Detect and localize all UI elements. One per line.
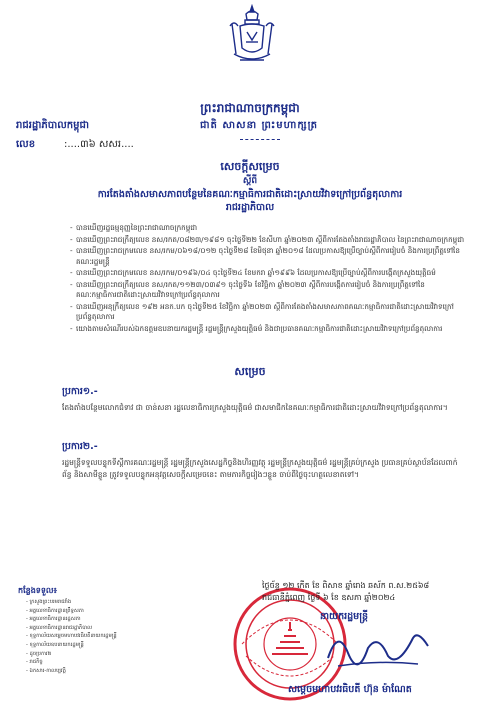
recipient-item: - ដូចប្រការ២	[26, 650, 117, 659]
decision-heading: សម្រេច	[234, 365, 266, 378]
kingdom-heading: ព្រះរាជាណាចក្រកម្ពុជា	[200, 101, 300, 115]
national-motto: ជាតិ សាសនា ព្រះមហាក្សត្រ	[200, 120, 318, 131]
recipients-heading: កន្លែងទទួល៖	[18, 586, 58, 595]
reference-item: - បានឃើញរដ្ឋធម្មនុញ្ញនៃព្រះរាជាណាចក្រកម្ពុជា	[70, 223, 465, 234]
government-office-label: រាជរដ្ឋាភិបាលកម្ពុជា	[16, 120, 89, 131]
signatory-name: សម្ដេចមហាបវរធិបតី ហ៊ុន ម៉ាណែត	[288, 684, 412, 695]
legal-references-list	[70, 223, 465, 335]
royal-coat-of-arms-emblem	[226, 4, 278, 68]
recipient-item: - អគ្គលេខាធិការដ្ឋានព្រឹទ្ធសភា	[26, 607, 117, 616]
document-about: ស្ដីពី	[242, 176, 258, 186]
recipient-item: - ឯកសារ-កាលប្បវត្តិ	[26, 667, 117, 676]
reference-item: - បានឃើញព្រះរាជក្រមលេខ នស/រកម/០១៩៦/០៤ ចុះថ្ងៃទី២៤ ខែមករា ឆ្នាំ១៩៩៦ ដែលប្រកាសឱ្យប្រើច្បាប់ស្ដីពីការបង្កើតក្រសួងយុត្តិធម៌	[70, 268, 465, 279]
recipient-item: - ក្រសួងព្រះបរមរាជវាំង	[26, 598, 117, 607]
recipient-item: - ខុទ្ទកាល័យឧបនាយករដ្ឋមន្ត្រី	[26, 641, 117, 650]
reference-item: - បានឃើញព្រះរាជក្រមលេខ នស/រកម/០៦១៨/០១២ ចុះថ្ងៃទី២៨ ខែមិថុនា ឆ្នាំ២០១៨ ដែលប្រកាសឱ្យប្រើច្បាប់ស្ដីពីការរៀបចំ និងការប្រព្រឹត្តទៅនៃគណៈរដ្ឋមន្ត្រី	[70, 246, 465, 267]
recipient-item: - ខុទ្ទកាល័យសម្ដេចមហាបវរធិបតីនាយករដ្ឋមន្ត្រី	[26, 632, 117, 641]
reference-item: - យោងតាមសំណើរបស់ឯកឧត្តមឧបនាយករដ្ឋមន្ត្រី រដ្ឋមន្ត្រីក្រសួងយុត្តិធម៌ និងជាប្រធានគណៈកម្មាធិការជាតិដោះស្រាយវិវាទក្រៅប្រព័ន្ធតុលាការ	[70, 324, 465, 335]
article-2-label: ប្រការ២.-	[62, 441, 98, 452]
date-lunar: ថ្ងៃច័ន្ទ ១២ កើត ខែ ពិសាខ ឆ្នាំរោង ឆស័ក ព.ស.២៥៦៨	[262, 581, 430, 590]
reference-number: :....៣៦ សសរ....	[64, 139, 134, 150]
document-issuer: រាជរដ្ឋាភិបាល	[225, 202, 275, 213]
recipient-item: - រាជកិច្ច	[26, 658, 117, 667]
article-1-label: ប្រការ១.-	[62, 386, 98, 397]
recipients-list	[26, 598, 117, 675]
handwritten-signature	[318, 618, 438, 678]
reference-item: - បានឃើញព្រះរាជក្រឹត្យលេខ នស/រកត/១១២៣/០៣៩១ ចុះថ្ងៃទី៦ ខែវិច្ឆិកា ឆ្នាំ២០២៣ ស្ដីពីការបង្កើតការរៀបចំ និងការប្រព្រឹត្តទៅនៃគណៈកម្មាធិការជាតិដោះស្រាយវិវាទក្រៅប្រព័ន្ធតុលាការ	[70, 280, 465, 301]
motto-divider	[240, 135, 280, 140]
reference-item: - បានឃើញព្រះរាជក្រឹត្យលេខ នស/រកត/០៨២៣/១៩៨១ ចុះថ្ងៃទី២២ ខែសីហា ឆ្នាំ២០២៣ ស្ដីពីការតែងតាំងរាជរដ្ឋាភិបាល នៃព្រះរាជាណាចក្រកម្ពុជា	[70, 235, 465, 246]
article-1-text: តែងតាំងបន្ថែមលោកជំទាវ ជា ចាន់សនា រដ្ឋលេខាធិការក្រសួងយុត្តិធម៌ ជាសមាជិកនៃគណៈកម្មាធិការជាតិដោះស្រាយវិវាទក្រៅប្រព័ន្ធតុលាការ។	[62, 403, 448, 412]
recipient-item: - អគ្គលេខាធិការដ្ឋានរដ្ឋសភា	[26, 615, 117, 624]
reference-label: លេខ	[16, 139, 36, 150]
recipient-item: - អគ្គលេខាធិការដ្ឋានរាជរដ្ឋាភិបាល	[26, 624, 117, 633]
article-2-text: រដ្ឋមន្ត្រីទទួលបន្ទុកទីស្ដីការគណៈរដ្ឋមន្ត្រី រដ្ឋមន្ត្រីក្រសួងសេដ្ឋកិច្ចនិងហិរញ្ញវត្ថុ រដ្ឋមន្ត្រីក្រសួងយុត្តិធម៌ រដ្ឋមន្ត្រីគ្រប់ក្រសួង ប្រធានគ្រប់ស្ថាប័នដែលពាក់ព័ន្ធ និងសាមីខ្លួន ត្រូវទទួលបន្ទុកអនុវត្តសេចក្ដីសម្រេចនេះ តាមភារកិច្ចរៀងៗខ្លួន ចាប់ពីថ្ងៃចុះហត្ថលេខាតទៅ។	[62, 458, 458, 479]
document-subject: ការតែងតាំងសមាសភាពបន្ថែមនៃគណៈកម្មាធិការជាតិដោះស្រាយវិវាទក្រៅប្រព័ន្ធតុលាការ	[97, 189, 403, 200]
date-solar: រាជធានីភ្នំពេញ ថ្ងៃទី ៦ ខែ ឧសភា ឆ្នាំ២០២៤	[262, 593, 396, 602]
signature-title: នាយករដ្ឋមន្ត្រី	[320, 611, 369, 622]
reference-item: - បានឃើញអនុក្រឹត្យលេខ ១៩២ អនក.បក ចុះថ្ងៃទី២៥ ខែវិច្ឆិកា ឆ្នាំ២០២៣ ស្ដីពីការតែងតាំងសមាសភាពគណៈកម្មាធិការជាតិដោះស្រាយវិវាទក្រៅប្រព័ន្ធតុលាការ	[70, 302, 465, 323]
document-title: សេចក្ដីសម្រេច	[220, 160, 280, 173]
